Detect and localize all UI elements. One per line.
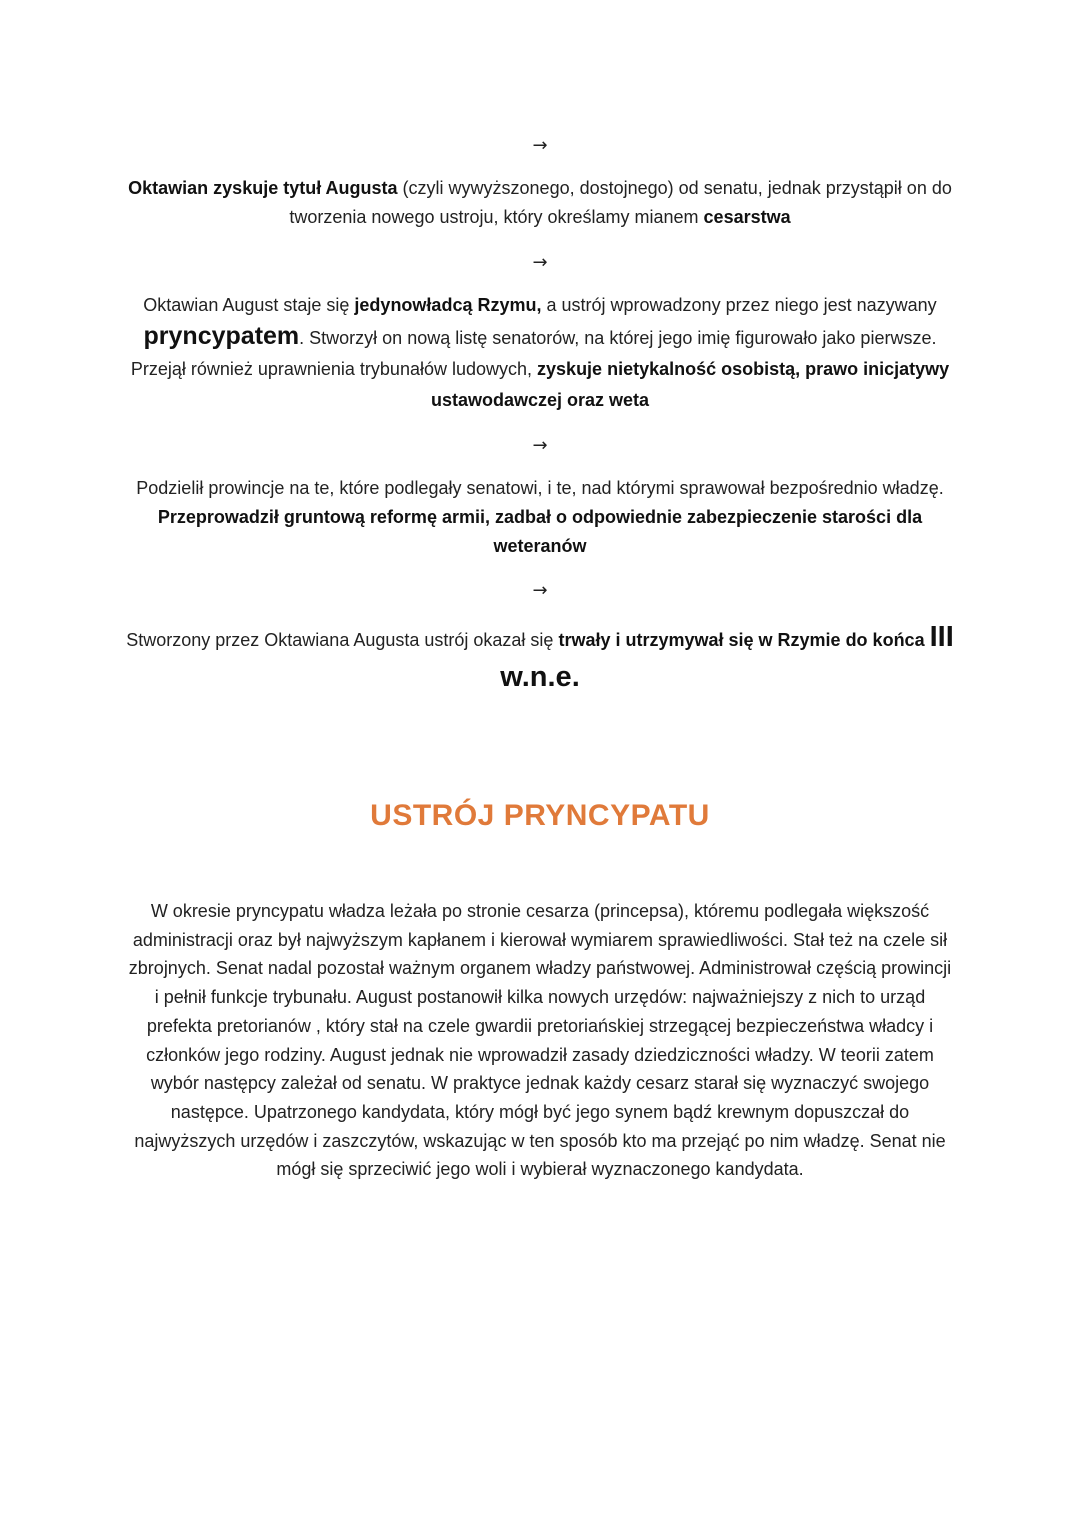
paragraph-august-title — [125, 174, 955, 232]
arrow-down-1: → — [532, 135, 548, 156]
bold-text: cesarstwa — [703, 207, 791, 227]
bold-text: Przeprowadził gruntową reformę armii, zadbał o odpowiednie zabezpieczenie starości dla weteranów — [157, 507, 923, 556]
text: Stworzony przez Oktawiana Augusta ustrój okazał się — [126, 630, 559, 650]
large-bold-text: pryncypatem — [143, 322, 300, 350]
arrow-down-3: → — [532, 435, 548, 456]
arrow-down-2: → — [532, 252, 548, 273]
text: a ustrój wprowadzony przez niego jest nazywany — [541, 295, 937, 315]
text: Oktawian August staje się — [143, 295, 355, 315]
large-bold-text: III w.n.e. — [500, 621, 954, 693]
bold-text: trwały i utrzymywał się w Rzymie do końca — [558, 630, 930, 650]
arrow-down-4: → — [532, 580, 548, 601]
text: (czyli wywyższonego, dostojnego) od senatu, jednak przystąpił on do tworzenia nowego ustroju, który określamy mianem — [289, 178, 952, 227]
bold-text: Oktawian zyskuje tytuł Augusta — [128, 178, 398, 198]
section-body-paragraph: W okresie pryncypatu władza leżała po stronie cesarza (princepsa), któremu podlegała większość administracji oraz był najwyższym kapłanem i kierował wymiarem sprawiedliwości. Stał też na czele sił zbrojnych. Senat nadal pozostał ważnym organem władzy państwowej. Administrował częścią prowincji i pełnił funkcje trybunału. August postanowił kilka nowych urzędów: najważniejszy z nich to urząd prefekta pretorianów , który stał na czele gwardii pretoriańskiej strzegącej bezpieczeństwa władcy i członków jego rodziny. August jednak nie wprowadził zasady dziedziczności władzy. W teorii zatem wybór następcy zależał od senatu. W praktyce jednak każdy cesarz starał się wyznaczyć swojego następce. Upatrzonego kandydata, który mógł być jego synem bądź krewnym dopuszczał do najwyższych urzędów i zaszczytów, wskazując w ten sposób kto ma przejąć po nim władzę. Senat nie mógł się sprzeciwić jego woli i wybierał wyznaczonego kandydata. — [128, 901, 952, 1180]
bold-text: jedynowładcą Rzymu, — [354, 295, 542, 315]
paragraph-principate — [125, 290, 955, 416]
text: . Stworzył on nową listę senatorów, na której jego imię figurowało jako pierwsze. Przejął również uprawnienia trybunałów ludowych, — [130, 328, 937, 379]
bold-text: zyskuje nietykalność osobistą, prawo inicjatywy ustawodawczej oraz weta — [430, 359, 950, 410]
section-heading: USTRÓJ PRYNCYPATU — [370, 799, 710, 832]
text: Podzielił prowincje na te, które podlegały senatowi, i te, nad którymi sprawował bezpośrednio władzę. — [136, 478, 944, 498]
paragraph-provinces — [125, 474, 955, 561]
paragraph-durability — [125, 619, 955, 699]
